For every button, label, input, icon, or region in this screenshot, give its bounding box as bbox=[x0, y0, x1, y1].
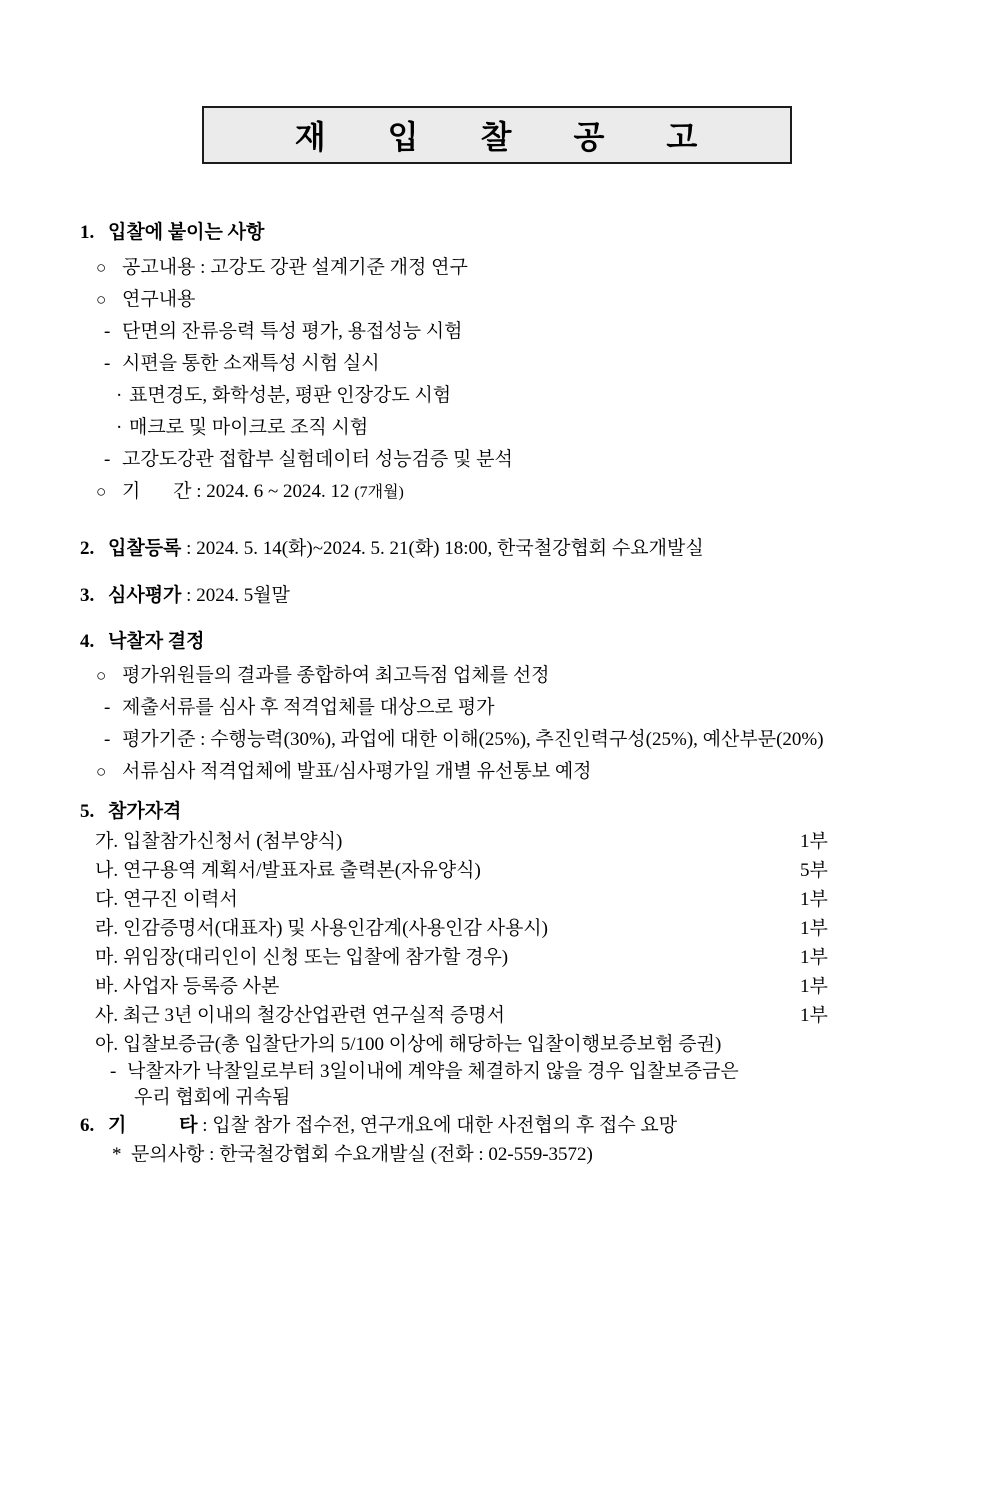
section-6-title: 기 타 bbox=[108, 1115, 198, 1136]
registration-period: : 2024. 5. 14(화)~2024. 5. 21(화) 18:00, 한국철강협회 수요개발실 bbox=[181, 538, 704, 559]
dash-bullet-icon: - bbox=[104, 729, 111, 750]
section-1-number: 1. bbox=[80, 222, 95, 243]
circle-bullet-icon: ○ bbox=[96, 482, 107, 501]
section-2-title: 입찰등록 bbox=[108, 538, 182, 559]
copy-count: 5부 bbox=[800, 860, 828, 881]
row-label: 나. bbox=[95, 860, 119, 881]
evaluation-date: : 2024. 5월말 bbox=[181, 585, 290, 606]
copy-count: 1부 bbox=[800, 1005, 828, 1026]
list-item-forfeit: - 낙찰자가 낙찰일로부터 3일이내에 계약을 체결하지 않을 경우 입찰보증금은 bbox=[80, 1059, 962, 1085]
list-item-surface-hardness: · 표면경도, 화학성분, 평판 인장강도 시험 bbox=[80, 380, 962, 412]
list-item-forfeit-continuation: 우리 협회에 귀속됨 bbox=[134, 1087, 291, 1108]
row-label: 라. bbox=[95, 918, 119, 939]
document-title-box bbox=[202, 106, 792, 164]
row-label: 가. bbox=[95, 831, 119, 852]
row-text: 위임장(대리인이 신청 또는 입찰에 참가할 경우) bbox=[123, 947, 509, 968]
table-row-ga bbox=[80, 827, 852, 856]
dash-bullet-icon: - bbox=[110, 1061, 117, 1082]
document-body bbox=[0, 214, 992, 1169]
dash-bullet-icon: - bbox=[104, 449, 111, 470]
section-6-number: 6. bbox=[80, 1115, 95, 1136]
list-item-research: ○ 연구내용 bbox=[80, 284, 962, 316]
period-duration: (7개월) bbox=[354, 484, 404, 501]
dash-bullet-icon: - bbox=[104, 697, 111, 718]
row-label: 사. bbox=[95, 1005, 119, 1026]
list-item-residual-stress: - 단면의 잔류응력 특성 평가, 용접성능 시험 bbox=[80, 316, 962, 348]
table-row-na bbox=[80, 856, 852, 885]
list-item-notification: ○ 서류심사 적격업체에 발표/심사평가일 개별 유선통보 예정 bbox=[80, 756, 962, 788]
copy-count: 1부 bbox=[800, 947, 828, 968]
period-value: : 2024. 6 ~ 2024. 12 bbox=[191, 481, 355, 502]
circle-bullet-icon: ○ bbox=[96, 258, 107, 277]
table-row-ba bbox=[80, 972, 852, 1001]
section-4-heading bbox=[80, 623, 962, 660]
section-5-title: 참가자격 bbox=[108, 801, 182, 822]
row-label: 아. bbox=[95, 1034, 119, 1055]
list-item-joint-verification: - 고강도강관 접합부 실험데이터 성능검증 및 분석 bbox=[80, 444, 962, 476]
section-3-line bbox=[80, 580, 962, 612]
list-item-selection: ○ 평가위원들의 결과를 종합하여 최고득점 업체를 선정 bbox=[80, 660, 962, 692]
table-row-sa bbox=[80, 1001, 852, 1030]
table-row-da bbox=[80, 885, 852, 914]
copy-count: 1부 bbox=[800, 918, 828, 939]
row-text: 연구용역 계획서/발표자료 출력본(자유양식) bbox=[123, 860, 481, 881]
period-label: 기 간 bbox=[122, 481, 192, 502]
row-label: 마. bbox=[95, 947, 119, 968]
table-row-a bbox=[80, 1030, 962, 1059]
row-label: 다. bbox=[95, 889, 119, 910]
copy-count: 1부 bbox=[800, 976, 828, 997]
section-2-line bbox=[80, 533, 962, 565]
copy-count: 1부 bbox=[800, 889, 828, 910]
circle-bullet-icon: ○ bbox=[96, 666, 107, 685]
page-title: 재 입 찰 공 고 bbox=[294, 119, 700, 155]
table-row-ma bbox=[80, 943, 852, 972]
row-text: 인감증명서(대표자) 및 사용인감계(사용인감 사용시) bbox=[123, 918, 548, 939]
row-label: 바. bbox=[95, 976, 119, 997]
section-5-number: 5. bbox=[80, 801, 95, 822]
asterisk-icon: * bbox=[112, 1144, 122, 1165]
row-text: 사업자 등록증 사본 bbox=[123, 976, 280, 997]
row-text: 입찰보증금(총 입찰단가의 5/100 이상에 해당하는 입찰이행보증보험 증권) bbox=[123, 1034, 722, 1055]
section-5-heading bbox=[80, 797, 962, 827]
list-item-document-review: - 제출서류를 심사 후 적격업체를 대상으로 평가 bbox=[80, 692, 962, 724]
section-6-line bbox=[80, 1111, 962, 1141]
section-2-number: 2. bbox=[80, 538, 95, 559]
section-3-number: 3. bbox=[80, 585, 95, 606]
circle-bullet-icon: ○ bbox=[96, 290, 107, 309]
dash-bullet-icon: - bbox=[104, 353, 111, 374]
list-item-specimen-test: - 시편을 통한 소재특성 시험 실시 bbox=[80, 348, 962, 380]
dot-bullet-icon: · bbox=[116, 417, 123, 438]
section-1-title: 입찰에 붙이는 사항 bbox=[108, 222, 265, 243]
section-4-title: 낙찰자 결정 bbox=[108, 631, 205, 652]
row-text: 입찰참가신청서 (첨부양식) bbox=[123, 831, 343, 852]
misc-text: : 입찰 참가 접수전, 연구개요에 대한 사전협의 후 접수 요망 bbox=[197, 1115, 678, 1136]
dot-bullet-icon: · bbox=[116, 385, 123, 406]
section-1-heading bbox=[80, 214, 962, 252]
contact-info: 문의사항 : 한국철강협회 수요개발실 (전화 : 02-559-3572) bbox=[131, 1144, 593, 1165]
circle-bullet-icon: ○ bbox=[96, 762, 107, 781]
list-item-announcement: ○ 공고내용 : 고강도 강관 설계기준 개정 연구 bbox=[80, 252, 962, 284]
contact-note bbox=[80, 1141, 962, 1169]
dash-bullet-icon: - bbox=[104, 321, 111, 342]
list-item-macro-micro: · 매크로 및 마이크로 조직 시험 bbox=[80, 412, 962, 444]
table-row-ra bbox=[80, 914, 852, 943]
row-text: 연구진 이력서 bbox=[123, 889, 238, 910]
section-3-title: 심사평가 bbox=[108, 585, 182, 606]
list-item-criteria: - 평가기준 : 수행능력(30%), 과업에 대한 이해(25%), 추진인력구성(25%), 예산부문(20%) bbox=[80, 724, 962, 756]
row-text: 최근 3년 이내의 철강산업관련 연구실적 증명서 bbox=[123, 1005, 505, 1026]
copy-count: 1부 bbox=[800, 831, 828, 852]
list-item-period bbox=[80, 476, 962, 509]
section-4-number: 4. bbox=[80, 631, 95, 652]
